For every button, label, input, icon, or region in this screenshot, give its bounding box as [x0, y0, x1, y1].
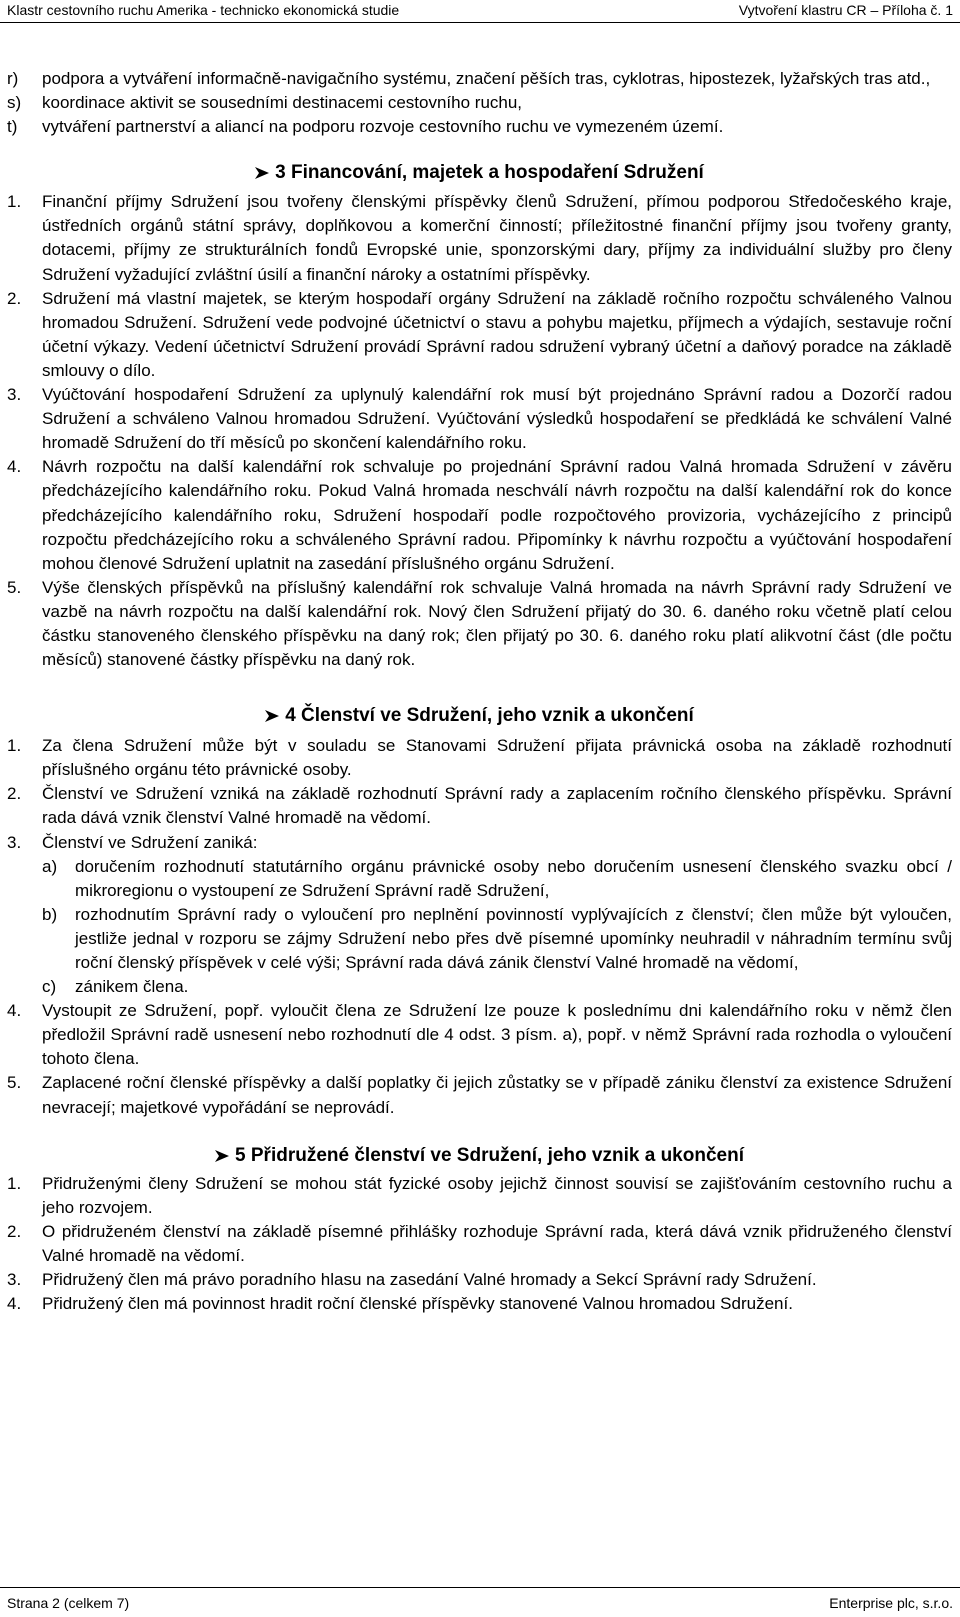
list-item	[7, 831, 952, 855]
item-label: 1.	[7, 1173, 22, 1193]
section-title: 3 Financování, majetek a hospodaření Sdružení	[275, 162, 704, 184]
list-item	[7, 455, 952, 575]
sub-item-text: doručením rozhodnutí statutárního orgánu právnické osoby nebo doručením usnesení členského svazku obcí / mikroregionu o vystoupení ze Sdružení Správní radě Sdružení,	[75, 856, 952, 900]
item-text: Zaplacené roční členské příspěvky a další poplatky či jejich zůstatky se v případě zániku členství za existence Sdružení nevracejí; majetkové vypořádání se neprovádí.	[42, 1073, 952, 1117]
item-label: 3.	[7, 1270, 22, 1290]
section-heading	[7, 704, 952, 728]
item-text: Výše členských příspěvků na příslušný kalendářní rok schvaluje Valná hromada na návrh Správní rady Sdružení ve vazbě na návrh rozpočtu na další kalendářní rok. Nový člen Sdružení přijatý do 30. 6. daného roku včetně platí celou částku stanoveného členského příspěvku na daný rok; člen přijatý po 30. 6. daného roku platí alikvotní část (dle počtu měsíců) stanovené částky příspěvku na daný rok.	[42, 577, 952, 670]
list-item	[7, 67, 952, 91]
list-item	[7, 576, 952, 672]
list-item	[7, 91, 952, 115]
item-text: Vyúčtování hospodaření Sdružení za uplynulý kalendářní rok musí být projednáno Správní radou a Dozorčí radou Sdružení a schváleno Valnou hromadou Sdružení. Vyúčtování výsledků hospodaření se předkládá ke schválení Valné hromadě Sdružení do tří měsíců po skončení kalendářního roku.	[42, 385, 952, 453]
item-text: Finanční příjmy Sdružení jsou tvořeny členskými příspěvky členů Sdružení, přímou podporou Středočeského kraje, ústředních orgánů státní správy, doplňkovou a komerční činností; příležitostné finanční příjmy jsou tvořeny granty, dotacemi, příjmy ze strukturálních fondů Evropské unie, sponzorskými dary, příjmy za individuální služby pro členy Sdružení vyžadující zvláštní úsilí a finanční nároky a ostatními příspěvky.	[42, 192, 952, 284]
item-label: 2.	[7, 784, 22, 804]
list-item	[7, 999, 952, 1071]
item-label: 5.	[7, 577, 22, 597]
item-text: Přidružený člen má povinnost hradit roční členské příspěvky stanovené Valnou hromadou Sdružení.	[42, 1294, 793, 1314]
item-text: Návrh rozpočtu na další kalendářní rok schvaluje po projednání Správní radou Valná hromada Sdružení v závěru předcházejícího kalendářního roku. Pokud Valná hromada neschválí návrh rozpočtu na další kalendářní rok do konce předcházejícího kalendářního roku, Sdružení hospodaří podle rozpočtového provizoria, vycházejícího z principů rozpočtu předcházejícího roku a schváleného Správní radou. Připomínky k návrhu rozpočtu a vyúčtování hospodaření mohou členové Sdružení uplatnit na zasedání příslušného orgánu Sdružení.	[42, 457, 952, 573]
item-text: Za člena Sdružení může být v souladu se Stanovami Sdružení přijata právnická osoba na základě rozhodnutí příslušného orgánu této právnické osoby.	[42, 736, 952, 780]
arrow-bullet-icon	[215, 1150, 229, 1162]
list-item	[7, 734, 952, 782]
page-footer	[0, 1587, 960, 1617]
item-text: Členství ve Sdružení vzniká na základě rozhodnutí Správní rady a zaplacením ročního členského příspěvku. Správní rada dává vznik členství Valné hromadě na vědomí.	[42, 784, 952, 828]
list-item	[7, 287, 952, 383]
list-item	[7, 782, 952, 830]
item-label: 2.	[7, 1221, 22, 1241]
section-heading	[7, 161, 952, 185]
section-title: 4 Členství ve Sdružení, jeho vznik a ukončení	[285, 705, 694, 727]
list-item	[7, 1292, 952, 1316]
item-text: O přidruženém členství na základě písemné přihlášky rozhoduje Správní rada, která dává vznik přidruženého členství Valné hromadě na vědomí.	[42, 1221, 952, 1265]
sub-item-label: b)	[42, 904, 58, 924]
item-label: 4.	[7, 1001, 22, 1021]
section-title: 5 Přidružené členství ve Sdružení, jeho vznik a ukončení	[235, 1144, 744, 1166]
sub-item-text: rozhodnutím Správní rady o vyloučení pro neplnění povinností vyplývajících z členství; člen může být vyloučen, jestliže jednal v rozporu se zájmy Sdružení nebo přes dvě písemné upomínky neuhradil v náhradním termínu svůj roční členský příspěvek v celé výši; Správní rada dává zánik členství Valné hromadě na vědomí,	[75, 904, 952, 972]
item-text: Přidružený člen má právo poradního hlasu na zasedání Valné hromady a Sekcí Správní rady Sdružení.	[42, 1270, 817, 1290]
item-label: 2.	[7, 288, 22, 308]
sub-list-item	[42, 975, 952, 999]
sub-list-item	[42, 855, 952, 903]
item-text: Vystoupit ze Sdružení, popř. vyloučit člena ze Sdružení lze pouze k poslednímu dni kalendářního roku v němž člen předložil Správní radě usnesení nebo rozhodnutí dle 4 odst. 3 písm. a), popř. v němž Správní rada rozhodla o vyloučení tohoto člena.	[42, 1001, 952, 1069]
header-divider	[0, 22, 960, 23]
item-label: 3.	[7, 832, 22, 852]
list-item	[7, 1220, 952, 1268]
item-text: Přidruženými členy Sdružení se mohou stát fyzické osoby jejichž činnost souvisí se zajišťováním cestovního ruchu a jeho rozvojem.	[42, 1173, 952, 1217]
item-label: t)	[7, 117, 18, 137]
item-label: 1.	[7, 736, 22, 756]
list-item	[7, 190, 952, 286]
item-text: Členství ve Sdružení zaniká:	[42, 832, 258, 852]
item-label: 1.	[7, 192, 22, 212]
list-item	[7, 115, 952, 139]
item-label: 5.	[7, 1073, 22, 1093]
item-label: 4.	[7, 457, 22, 477]
list-item	[7, 1268, 952, 1292]
footer-divider	[0, 1587, 960, 1588]
document-body	[7, 67, 952, 1316]
item-text: podpora a vytváření informačně-navigačního systému, značení pěších tras, cyklotras, hipostezek, lyžařských tras atd.,	[42, 69, 931, 88]
list-item	[7, 1172, 952, 1220]
list-item	[7, 1071, 952, 1119]
item-label: s)	[7, 93, 22, 113]
item-text: koordinace aktivit se sousedními destinacemi cestovního ruchu,	[42, 93, 523, 113]
section-heading	[7, 1144, 952, 1168]
item-label: 4.	[7, 1294, 22, 1314]
sub-list-item	[42, 903, 952, 975]
page-number: Strana 2 (celkem 7)	[7, 1595, 130, 1611]
page-header	[0, 0, 960, 26]
arrow-bullet-icon	[265, 710, 279, 722]
item-label: 3.	[7, 385, 22, 405]
list-item	[7, 383, 952, 455]
company-name: Enterprise plc, s.r.o.	[829, 1595, 953, 1611]
sub-item-label: c)	[42, 977, 57, 997]
sub-list	[42, 855, 952, 1000]
header-subtitle: Vytvoření klastru CR – Příloha č. 1	[738, 2, 953, 18]
sub-item-label: a)	[42, 856, 58, 876]
item-text: vytváření partnerství a aliancí na podporu rozvoje cestovního ruchu ve vymezeném území.	[42, 117, 724, 137]
arrow-bullet-icon	[255, 167, 269, 179]
header-title: Klastr cestovního ruchu Amerika - technicko ekonomická studie	[7, 2, 400, 18]
sub-item-text: zánikem člena.	[75, 977, 189, 997]
item-label: r)	[7, 69, 19, 88]
item-text: Sdružení má vlastní majetek, se kterým hospodaří orgány Sdružení na základě ročního rozpočtu schváleného Valnou hromadou Sdružení. Sdružení vede podvojné účetnictví o stavu a pohybu majetku, příjmech a výdajích, sestavuje roční účetní výkazy. Vedení účetnictví Sdružení provádí Správní radou sdružení vybraný účetní a daňový poradce na základě smlouvy o dílo.	[42, 288, 952, 380]
